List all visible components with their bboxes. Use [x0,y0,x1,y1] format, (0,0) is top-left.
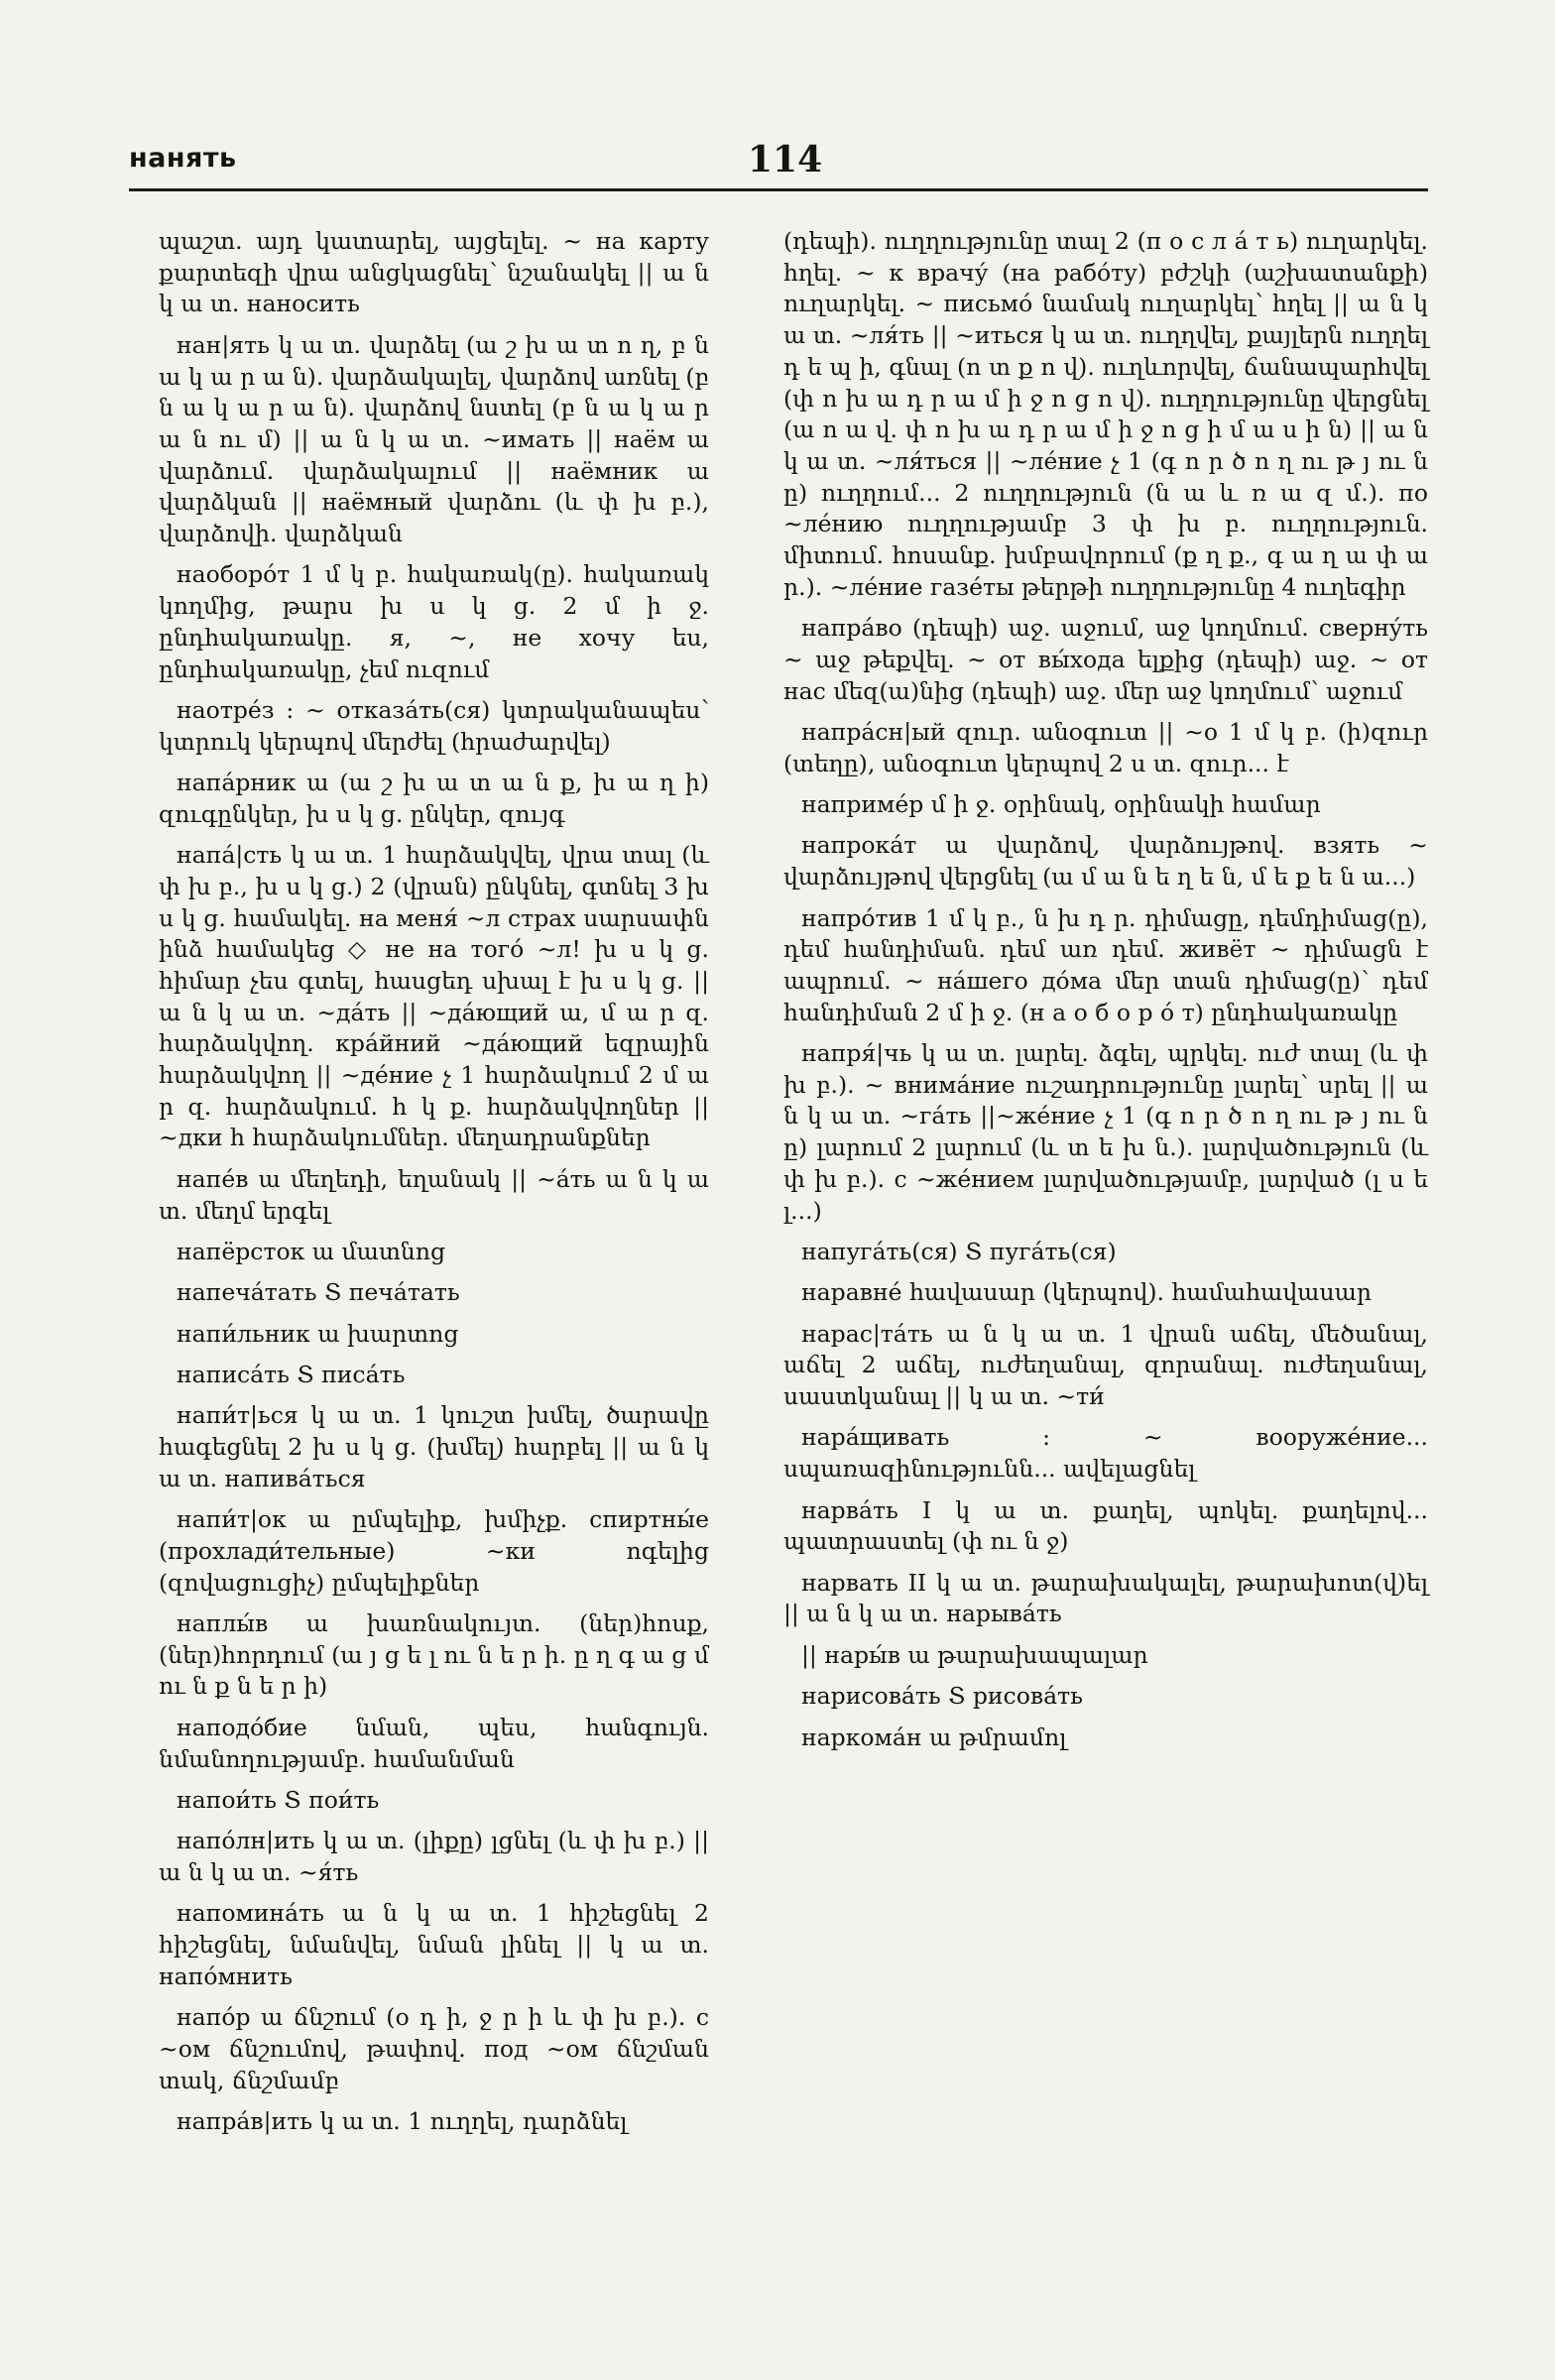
dictionary-entry: наоборóт 1 մ կ բ. հակառակ(ը). հակառակ կողմից, թարս խ ս կ ց. 2 մ ի ջ. ընդհակառակը. я, ~, не хочу ես, ընդհակառակը, չեմ ուզում [159,560,709,683]
dictionary-entry: нарвать II կ ա տ. թարախակալել, թարախոտ(վ)ել || ա ն կ ա տ. нарывáть [783,1568,1428,1628]
dictionary-entry: || нары́в ա թարախապալար [801,1640,1148,1669]
dictionary-entry: напи́т|ься կ ա տ. 1 կուշտ խմել, ծարավը հագեցնել 2 խ ս կ ց. (խմել) հարբել || ա ն կ ա տ. напивáться [159,1401,709,1492]
dictionary-entry: нарвáть I կ ա տ. քաղել, պոկել. քաղելով... պատրաստել (փ ու ն ջ) [783,1495,1428,1556]
dictionary-entry: напрóтив 1 մ կ բ., ն խ դ ր. դիմացը, դեմդիմաց(ը), դեմ հանդիման. դեմ առ դեմ. живёт ~ դիմացն է ապրում. ~ нáшего дóма մեր տան դիմաց(ը)՝ դեմ հանդիման 2 մ ի ջ. (н а о б о р ó т) ընդհակառակը [783,903,1428,1026]
running-head: нанять [129,143,237,174]
page-number: 114 [748,139,823,180]
dictionary-entry: напи́т|ок ա ըմպելիք, խմիչք. спиртны́е (прохлади́тельные) ~ки ոգելից (զովացուցիչ) ըմպելիքներ [159,1505,709,1597]
dictionary-entry: պաշտ. այդ կատարել, այցելել. ~ на карту քարտեզի վրա անցկացնել՝ նշանակել || ա ն կ ա տ. наносить [159,227,709,318]
dictionary-entry: напóлн|ить կ ա տ. (լիքը) լցնել (և փ խ բ.) || ա ն կ ա տ. ~я́ть [159,1827,709,1887]
dictionary-entry: напи́льник ա խարտոց [177,1319,459,1348]
dictionary-entry: напрокáт ա վարձով, վարձույթով. взять ~ վարձույթով վերցնել (ա մ ա ն ե ղ ե ն, մ ե ք ե ն ա...) [783,831,1428,892]
dictionary-entry: нан|ять կ ա տ. վարձել (ա շ խ ա տ ո ղ, բ ն ա կ ա ր ա ն). վարձակալել, վարձով առնել (բ ն ա կ ա ր ա ն). վարձով նստել (բ ն ա կ ա ր ա ն ու մ) || ա ն կ ա տ. ~имать || наём ա վարձում. վարձակալում || наёмник ա վարձկան || наёмный վարձու (և փ խ բ.), վարձովի. վարձկան [159,330,709,548]
dictionary-entry: нарисовáть Տ рисовáть [801,1682,1083,1711]
dictionary-entry: наркомáн ա թմրամոլ [801,1723,1067,1751]
dictionary-entry: (դեպի). ուղղությունը տալ 2 (п о с л á т ь) ուղարկել. հղել. ~ к врачу́ (на рабóту) բժշկի (աշխատանքի) ուղարկել. ~ письмó նամակ ուղարկել՝ հղել || ա ն կ ա տ. ~ля́ть || ~иться կ ա տ. ուղղվել, քայլերն ուղղել դ ե պ ի, գնալ (ո տ ք ո վ). ուղևորվել, ճանապարհվել (փ ո խ ա դ ր ա մ ի ջ ո ց ո վ). ուղղությունը վերցնել (ա ո ա վ. փ ո խ ա դ ր ա մ ի ջ ո ց ի մ ա ս ի ն) || ա ն կ ա տ. ~ля́ться || ~лéние չ 1 (գ ո ր ծ ո ղ ու թ յ ու ն ը) ուղղում... 2 ուղղություն (ն ա և ռ ա զ մ.). по ~лéнию ուղղությամբ 3 փ խ բ. ուղղություն. միտում. հոսանք. խմբավորում (ք ղ ք., գ ա ղ ա փ ա ր.). ~лéние газéты թերթի ուղղությունը 4 ուղեգիր [783,227,1428,601]
dictionary-entry: наотрéз : ~ отказáть(ся) կտրականապես՝ կտրուկ կերպով մերժել (հրաժարվել) [159,695,709,756]
dictionary-entry: напрáв|ить կ ա տ. 1 ուղղել, դարձնել [177,2107,628,2136]
dictionary-entry: напримéр մ ի ջ. օրինակ, օրինակի համար [801,790,1321,819]
left-column [159,226,709,2147]
dictionary-entry: напугáть(ся) Տ пугáть(ся) [801,1237,1117,1265]
dictionary-entry: наравнé հավասար (կերպով). համահավասար [801,1278,1373,1307]
header-rule [129,188,1428,191]
dictionary-entry: напечáтать Տ печáтать [177,1278,460,1307]
dictionary-entry: напои́ть Տ пои́ть [177,1785,380,1814]
dictionary-entry: наподóбие նման, պես, հանգույն. նմանողությամբ. համանման [159,1713,709,1773]
dictionary-entry: нарáщивать : ~ вооружéние... սպառազինությունն... ավելացնել [783,1423,1428,1484]
dictionary-entry: нарас|тáть ա ն կ ա տ. 1 վրան աճել, մեծանալ, աճել 2 աճել, ուժեղանալ, զորանալ. ուժեղանալ, սաստկանալ || կ ա տ. ~ти́ [783,1319,1428,1411]
dictionary-entry: напёрсток ա մատնոց [177,1237,446,1265]
page-header [129,139,1428,186]
right-column [783,226,1428,1763]
dictionary-entry: напóр ա ճնշում (օ դ ի, ջ ր ի և փ խ բ.). с ~ом ճնշումով, թափով. под ~ом ճնշման տակ, ճնշմամբ [159,2003,709,2094]
dictionary-entry: наплы́в ա խառնակույտ. (ներ)հոսք, (ներ)հորդում (ա յ ց ե լ ու ն ե ր ի. ը ղ գ ա ց մ ու ն ք ն ե ր ի) [159,1609,709,1701]
dictionary-entry: напрáсн|ый զուր. անօգուտ || ~о 1 մ կ բ. (ի)զուր (տեղը), անօգուտ կերպով 2 ս տ. զուր... է [783,717,1428,777]
dictionary-entry: напоминáть ա ն կ ա տ. 1 հիշեցնել 2 հիշեցնել, նմանվել, նման լինել || կ ա տ. напóмнить [159,1899,709,1990]
dictionary-entry: напéв ա մեղեդի, եղանակ || ~áть ա ն կ ա տ. մեղմ երգել [159,1164,709,1225]
dictionary-entry: напря́|чь կ ա տ. լարել. ձգել, պրկել. ուժ տալ (և փ խ բ.). ~ внимáние ուշադրությունը լարել՝ սրել || ա ն կ ա տ. ~гáть ||~жéние չ 1 (գ ո ր ծ ո ղ ու թ յ ու ն ը) լարում 2 լարում (և տ ե խ ն.). լարվածություն (և փ խ բ.). с ~жéнием լարվածությամբ, լարված (լ ս ե լ...) [783,1039,1428,1225]
dictionary-entry: написáть Տ писáть [177,1361,406,1389]
dictionary-entry: напá|сть կ ա տ. 1 հարձակվել, վրա տալ (և փ խ բ., խ ս կ ց.) 2 (վրան) ընկնել, գտնել 3 խ ս կ ց. համակել. на меня́ ~л страх սարսափն ինձ համակեց ◇ не на того́ ~л! խ ս կ ց. հիմար չես գտել, հասցեդ սխալ է խ ս կ ց. || ա ն կ ա տ. ~дáть || ~дáющий ա, մ ա ր զ. հարձակվող. крáйний ~дáющий եզրային հարձակվող || ~дéние չ 1 հարձակում 2 մ ա ր զ. հարձակում. հ կ ք. հարձակվողներ || ~дки հ հարձակումներ. մեղադրանքներ [159,841,709,1152]
dictionary-entry: напрáво (դեպի) աջ. աջում, աջ կողմում. свернýть ~ աջ թեքվել. ~ от вы́хода ելքից (դեպի) աջ. ~ от нас մեզ(ա)նից (դեպի) աջ. մեր աջ կողմում՝ աջում [783,614,1428,705]
dictionary-entry: напáрник ա (ա շ խ ա տ ա ն ք, խ ա ղ ի) զուգընկեր, խ ս կ ց. ընկեր, զույգ [159,769,709,828]
